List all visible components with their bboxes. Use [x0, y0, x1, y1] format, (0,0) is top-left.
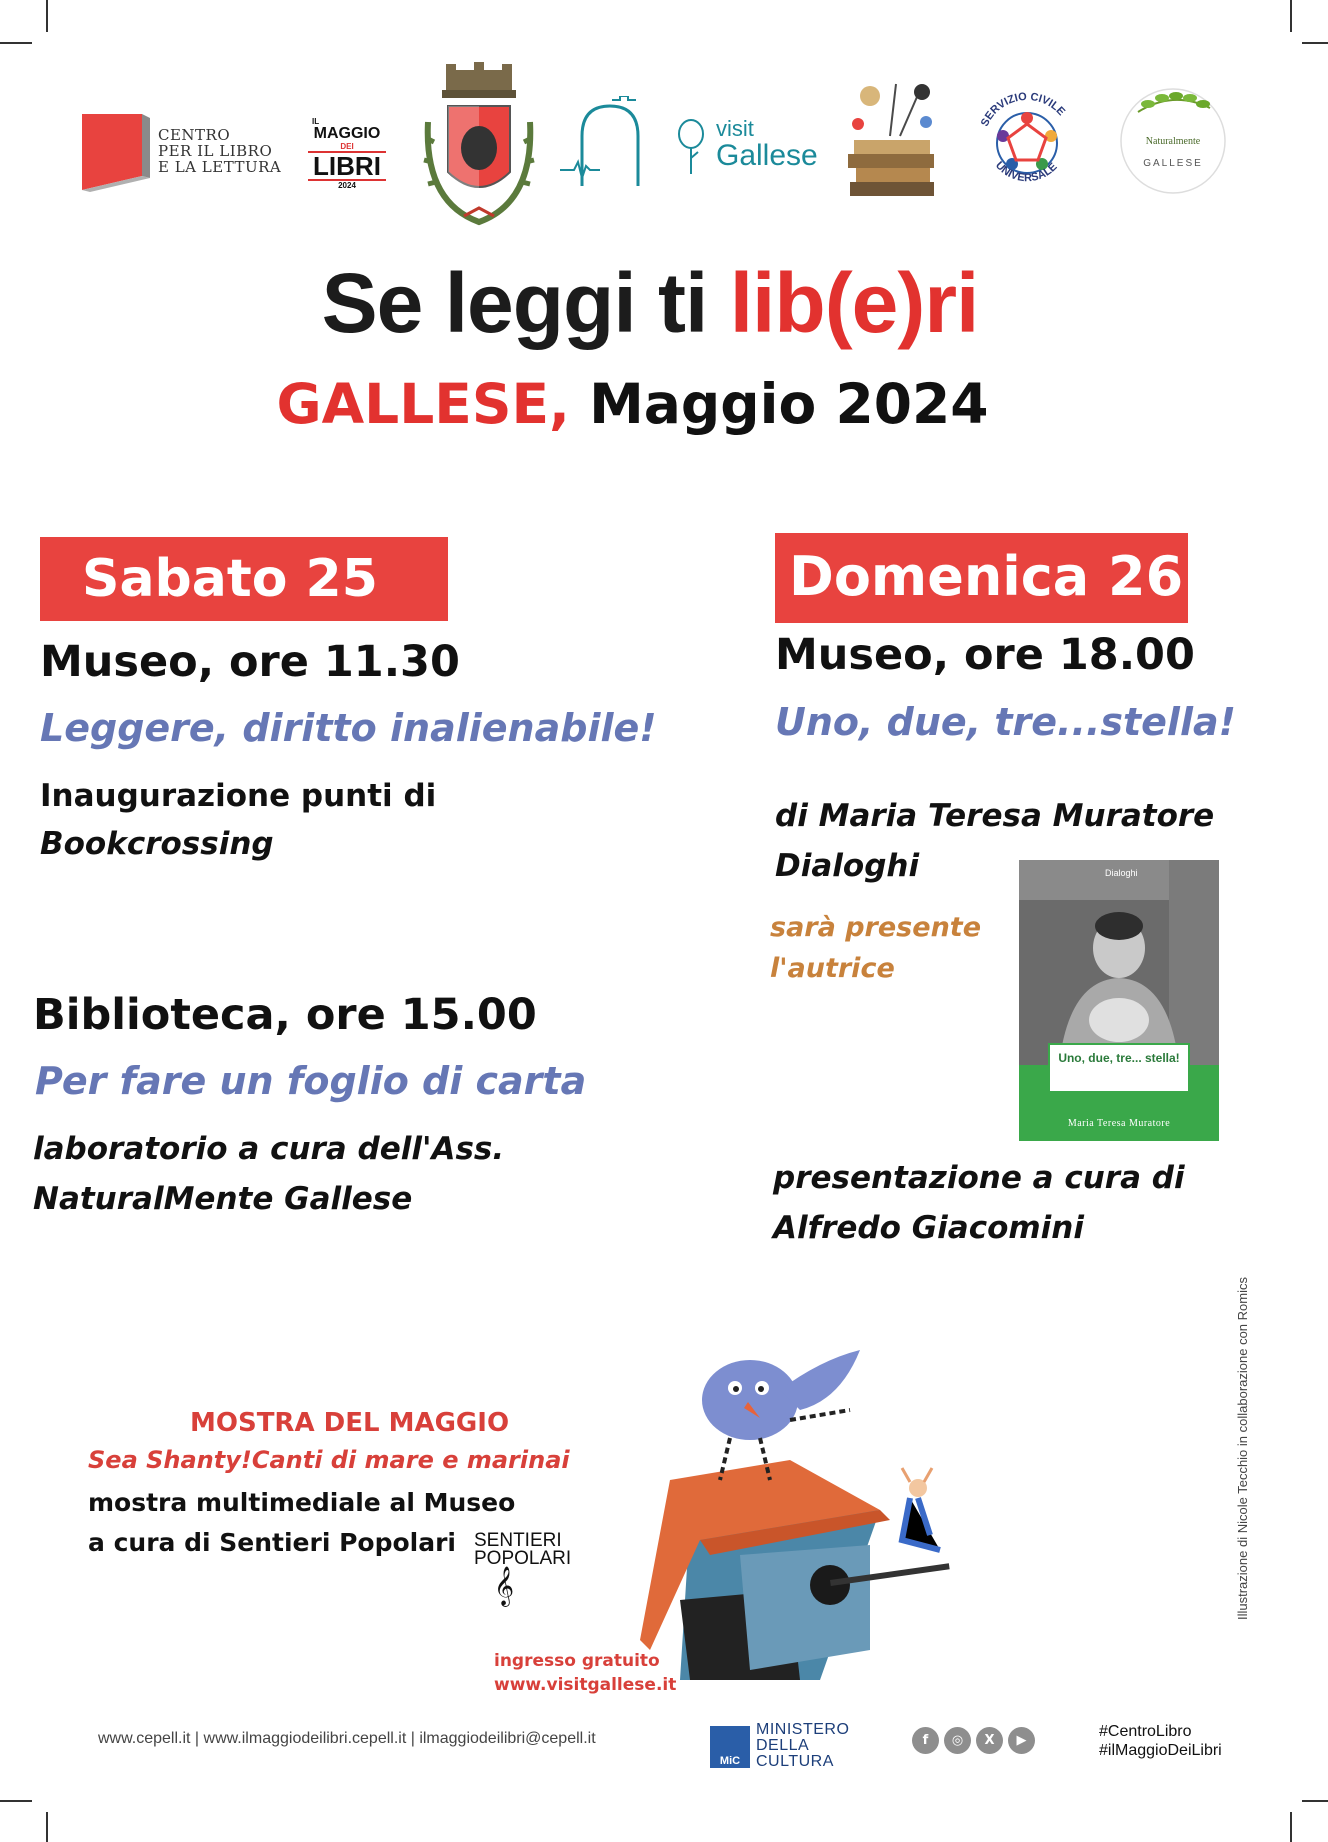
gallese-word: Gallese	[716, 139, 818, 172]
naturalmente-gallese-logo-icon	[1118, 86, 1228, 196]
cover-publisher: Dialoghi	[1105, 868, 1138, 878]
cover-author: Maria Teresa Muratore	[1067, 1118, 1171, 1129]
crop-mark	[1302, 1800, 1328, 1802]
birdhouse-illustration-icon	[640, 1350, 1000, 1690]
poster-title	[0, 255, 1300, 352]
title-red-part: lib(e)ri	[729, 256, 979, 350]
maggio-logo-maggio: MAGGIO	[313, 125, 381, 142]
author-presence-note: l'autrice	[770, 953, 895, 984]
saturday-event2-desc: NaturalMente Gallese	[33, 1181, 413, 1217]
popolari-word: POPOLARI	[474, 1548, 572, 1569]
book-cover-photo-icon	[1019, 860, 1219, 1141]
cepell-text-line: E LA LETTURA	[158, 158, 282, 176]
social-icons	[912, 1727, 1040, 1754]
mic-line: DELLA	[756, 1737, 810, 1754]
visit-website: www.visitgallese.it	[494, 1675, 677, 1695]
servizio-civile-universale-icon	[972, 88, 1082, 198]
gallese-arch-icon	[560, 96, 660, 196]
crop-mark	[46, 0, 48, 32]
saturday-banner: Sabato 25	[40, 537, 448, 621]
saturday-event2-heading: Biblioteca, ore 15.00	[33, 990, 537, 1040]
sentieri-word: SENTIERI	[474, 1530, 562, 1551]
sunday-presenter: Alfredo Giacomini	[773, 1210, 1084, 1246]
mic-line: CULTURA	[756, 1753, 834, 1770]
maggio-logo-dei: DEI	[340, 142, 354, 151]
x-twitter-icon[interactable]: X	[976, 1727, 1003, 1754]
saturday-event1-heading: Museo, ore 11.30	[40, 637, 460, 687]
crop-mark	[0, 42, 32, 44]
mostra-subtitle: Sea Shanty!Canti di mare e marinai	[88, 1446, 570, 1474]
crop-mark	[1290, 1812, 1292, 1842]
saturday-event2-desc: laboratorio a cura dell'Ass.	[33, 1131, 505, 1167]
mostra-desc: mostra multimediale al Museo	[88, 1488, 516, 1517]
cepell-text-line: PER IL LIBRO	[158, 142, 273, 160]
maggio-logo-il: IL	[312, 117, 320, 126]
youtube-icon[interactable]: ▶	[1008, 1727, 1035, 1754]
instagram-icon[interactable]: ◎	[944, 1727, 971, 1754]
footer-links[interactable]: www.cepell.it | www.ilmaggiodeilibri.cepell.it | ilmaggiodeilibri@cepell.it	[98, 1730, 596, 1747]
svg-text:SERVIZIO CIVILE: SERVIZIO CIVILE	[978, 90, 1068, 129]
subtitle-date: Maggio 2024	[569, 372, 989, 436]
svg-text:UNIVERSALE: UNIVERSALE	[992, 159, 1060, 185]
illustration-credit: Illustrazione di Nicole Tecchio in collaborazione con Romics	[1235, 1277, 1250, 1620]
mostra-curator: a cura di Sentieri Popolari	[88, 1528, 457, 1557]
free-entry: ingresso gratuito	[494, 1651, 660, 1671]
title-black-part: Se leggi ti	[321, 256, 730, 350]
maggio-logo-libri: LIBRI	[308, 151, 386, 181]
hashtag: #CentroLibro	[1099, 1723, 1192, 1740]
treble-clef-icon: 𝄞	[494, 1566, 515, 1606]
crop-mark	[1302, 42, 1328, 44]
sunday-event-heading: Museo, ore 18.00	[775, 630, 1195, 680]
sentieri-popolari-logo	[474, 1530, 572, 1606]
cepell-logo-icon	[82, 112, 152, 192]
hashtags	[1099, 1722, 1222, 1760]
ministero-cultura-logo	[710, 1722, 860, 1772]
mic-text	[756, 1722, 849, 1770]
maggio-logo-year: 2024	[338, 181, 356, 190]
crop-mark	[46, 1812, 48, 1842]
visit-gallese-logo	[716, 118, 818, 172]
sunday-author: di Maria Teresa Muratore	[775, 798, 1215, 834]
visit-tree-icon	[674, 118, 708, 176]
cepell-text-line: CENTRO	[158, 126, 231, 144]
crop-mark	[0, 1800, 32, 1802]
sunday-presentation: presentazione a cura di	[773, 1160, 1185, 1196]
gallese-coat-of-arms-icon	[420, 62, 538, 232]
mic-line: MINISTERO	[756, 1721, 850, 1738]
hashtag: #ilMaggioDeiLibri	[1099, 1742, 1222, 1759]
visit-word: visit	[716, 116, 754, 141]
facebook-icon[interactable]: f	[912, 1727, 939, 1754]
maggio-dei-libri-logo	[308, 118, 386, 191]
poster-subtitle	[0, 372, 1265, 436]
sunday-event-title: Uno, due, tre...stella!	[775, 700, 1236, 744]
saturday-event1-desc-italic: Bookcrossing	[40, 826, 274, 862]
crop-mark	[1290, 0, 1292, 32]
saturday-event1-desc: Inaugurazione punti di	[40, 778, 437, 814]
books-stack-logo-icon	[840, 76, 946, 200]
subtitle-place: GALLESE,	[276, 372, 570, 436]
mostra-title: MOSTRA DEL MAGGIO	[190, 1408, 510, 1438]
book-cover	[1019, 860, 1219, 1141]
saturday-event1-title: Leggere, diritto inalienabile!	[40, 706, 657, 750]
sunday-publisher: Dialoghi	[775, 848, 920, 884]
svg-text:GALLESE: GALLESE	[1143, 158, 1203, 169]
svg-text:Naturalmente: Naturalmente	[1145, 136, 1201, 147]
cover-title: Uno, due, tre... stella!	[1058, 1051, 1180, 1065]
saturday-event2-title: Per fare un foglio di carta	[35, 1059, 587, 1103]
mic-logo-icon: MiC	[710, 1726, 750, 1768]
cepell-logo-text	[158, 127, 281, 175]
author-presence-note: sarà presente	[770, 912, 982, 943]
sunday-banner: Domenica 26	[775, 533, 1188, 623]
